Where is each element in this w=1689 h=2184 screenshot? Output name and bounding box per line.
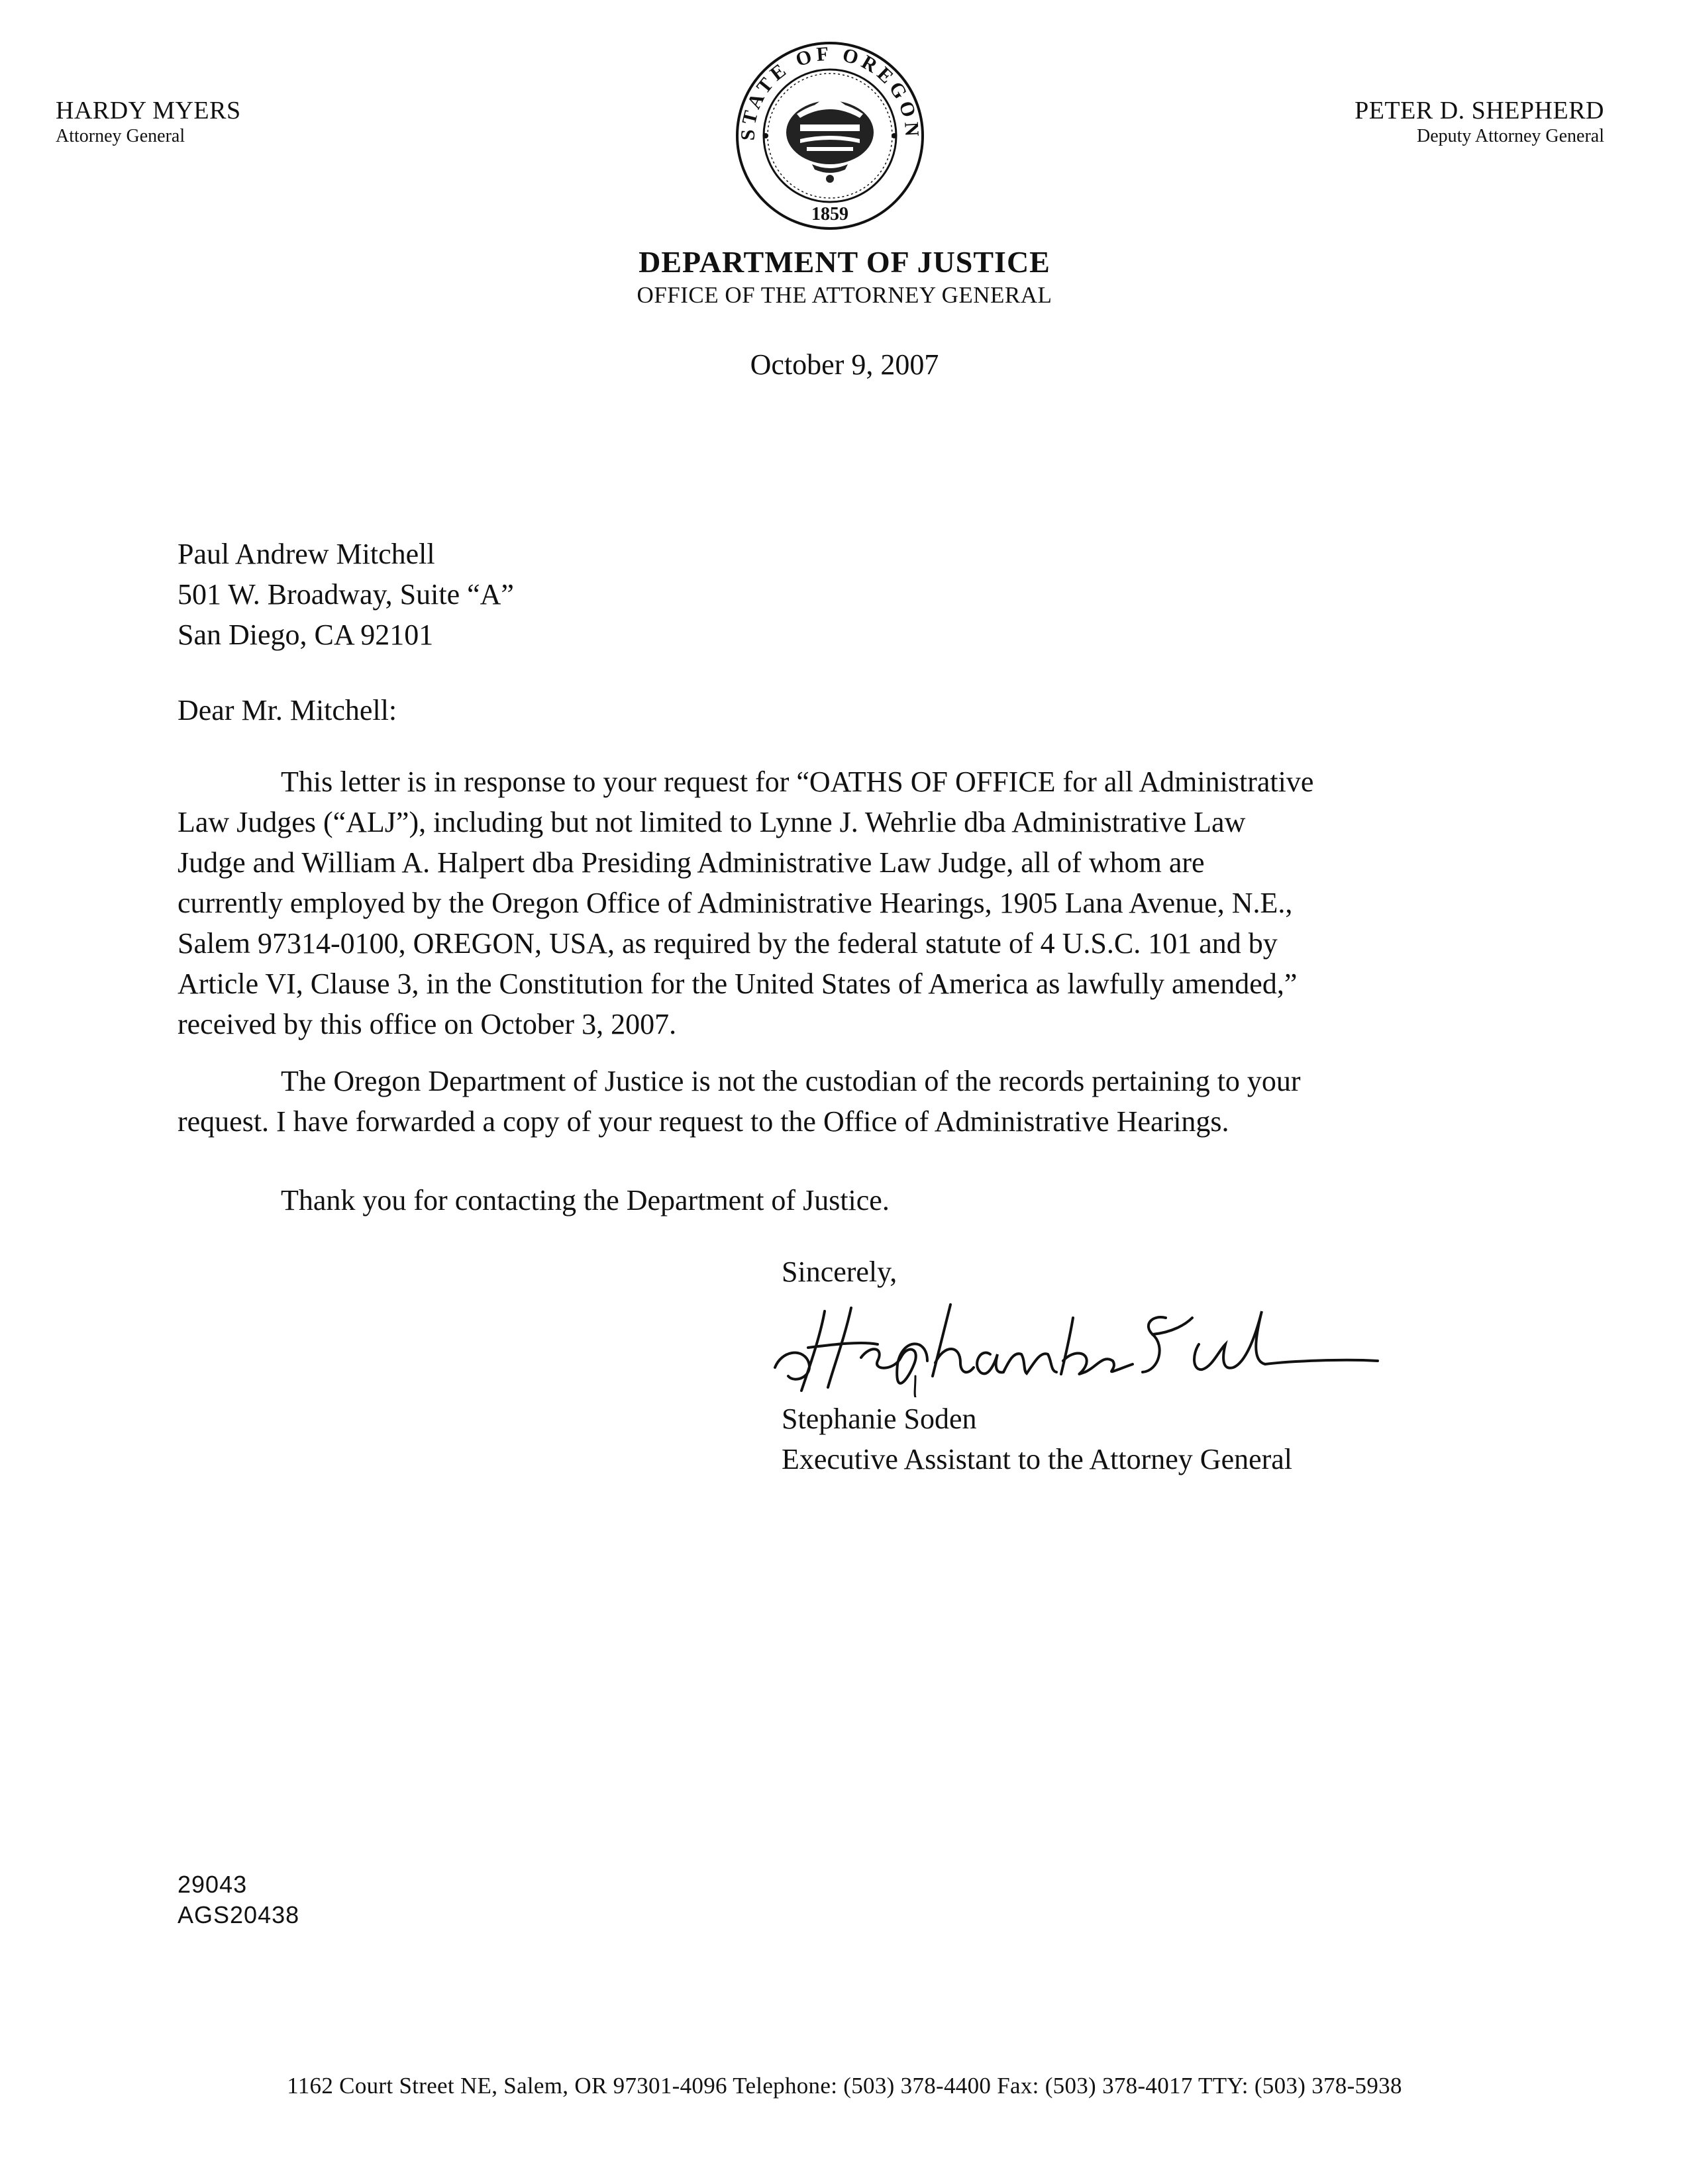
deputy-attorney-general-block xyxy=(1355,96,1604,148)
paragraph-line: Article VI, Clause 3, in the Constitution for the United States of America as lawfully amended,” xyxy=(178,968,1298,1000)
signer-block xyxy=(782,1399,1292,1479)
reference-codes xyxy=(178,1869,299,1930)
paragraph-line: Thank you for contacting the Department of Justice. xyxy=(281,1184,890,1216)
body-paragraph-3 xyxy=(178,1180,1486,1220)
salutation: Dear Mr. Mitchell: xyxy=(178,694,397,726)
closing: Sincerely, xyxy=(782,1256,897,1288)
footer-contact-line: 1162 Court Street NE, Salem, OR 97301-4096 Telephone: (503) 378-4400 Fax: (503) 378-4017 TTY: (503) 378-5938 xyxy=(287,2073,1402,2099)
signer-name: Stephanie Soden xyxy=(782,1403,977,1435)
attorney-general-name: HARDY MYERS xyxy=(56,97,241,124)
svg-text:1859: 1859 xyxy=(811,204,848,224)
paragraph-line: currently employed by the Oregon Office of Administrative Hearings, 1905 Lana Avenue, N.E., xyxy=(178,887,1293,919)
handwritten-signature xyxy=(762,1298,1384,1397)
paragraph-line: received by this office on October 3, 2007. xyxy=(178,1008,677,1040)
paragraph-line: Law Judges (“ALJ”), including but not limited to Lynne J. Wehrlie dba Administrative Law xyxy=(178,806,1246,838)
body-paragraph-1 xyxy=(178,762,1486,1044)
office-name: OFFICE OF THE ATTORNEY GENERAL xyxy=(637,282,1052,308)
body-paragraph-2 xyxy=(178,1061,1486,1142)
recipient-name: Paul Andrew Mitchell xyxy=(178,538,435,570)
recipient-address-line-2: San Diego, CA 92101 xyxy=(178,619,434,651)
recipient-address-block xyxy=(178,534,514,655)
paragraph-line: request. I have forwarded a copy of your request to the Office of Administrative Hearings. xyxy=(178,1105,1229,1138)
reference-code: 29043 xyxy=(178,1871,248,1898)
paragraph-line: This letter is in response to your request for “OATHS OF OFFICE for all Administrative xyxy=(281,766,1314,798)
recipient-address-line-1: 501 W. Broadway, Suite “A” xyxy=(178,578,514,611)
department-heading xyxy=(0,244,1689,310)
department-name: DEPARTMENT OF JUSTICE xyxy=(639,245,1050,279)
svg-text:STATE OF OREGON: STATE OF OREGON xyxy=(737,42,923,141)
paragraph-line: Judge and William A. Halpert dba Presiding Administrative Law Judge, all of whom are xyxy=(178,846,1205,879)
reference-code: AGS20438 xyxy=(178,1901,300,1928)
attorney-general-title: Attorney General xyxy=(56,126,185,146)
paragraph-line: Salem 97314-0100, OREGON, USA, as required by the federal statute of 4 U.S.C. 101 and by xyxy=(178,927,1278,960)
paragraph-line: The Oregon Department of Justice is not the custodian of the records pertaining to your xyxy=(281,1065,1301,1097)
deputy-attorney-general-name: PETER D. SHEPHERD xyxy=(1355,97,1604,124)
attorney-general-block xyxy=(56,96,241,148)
signer-title: Executive Assistant to the Attorney General xyxy=(782,1443,1293,1475)
deputy-attorney-general-title: Deputy Attorney General xyxy=(1416,126,1604,146)
oregon-state-seal-icon xyxy=(734,40,926,232)
letter-date: October 9, 2007 xyxy=(750,348,939,381)
